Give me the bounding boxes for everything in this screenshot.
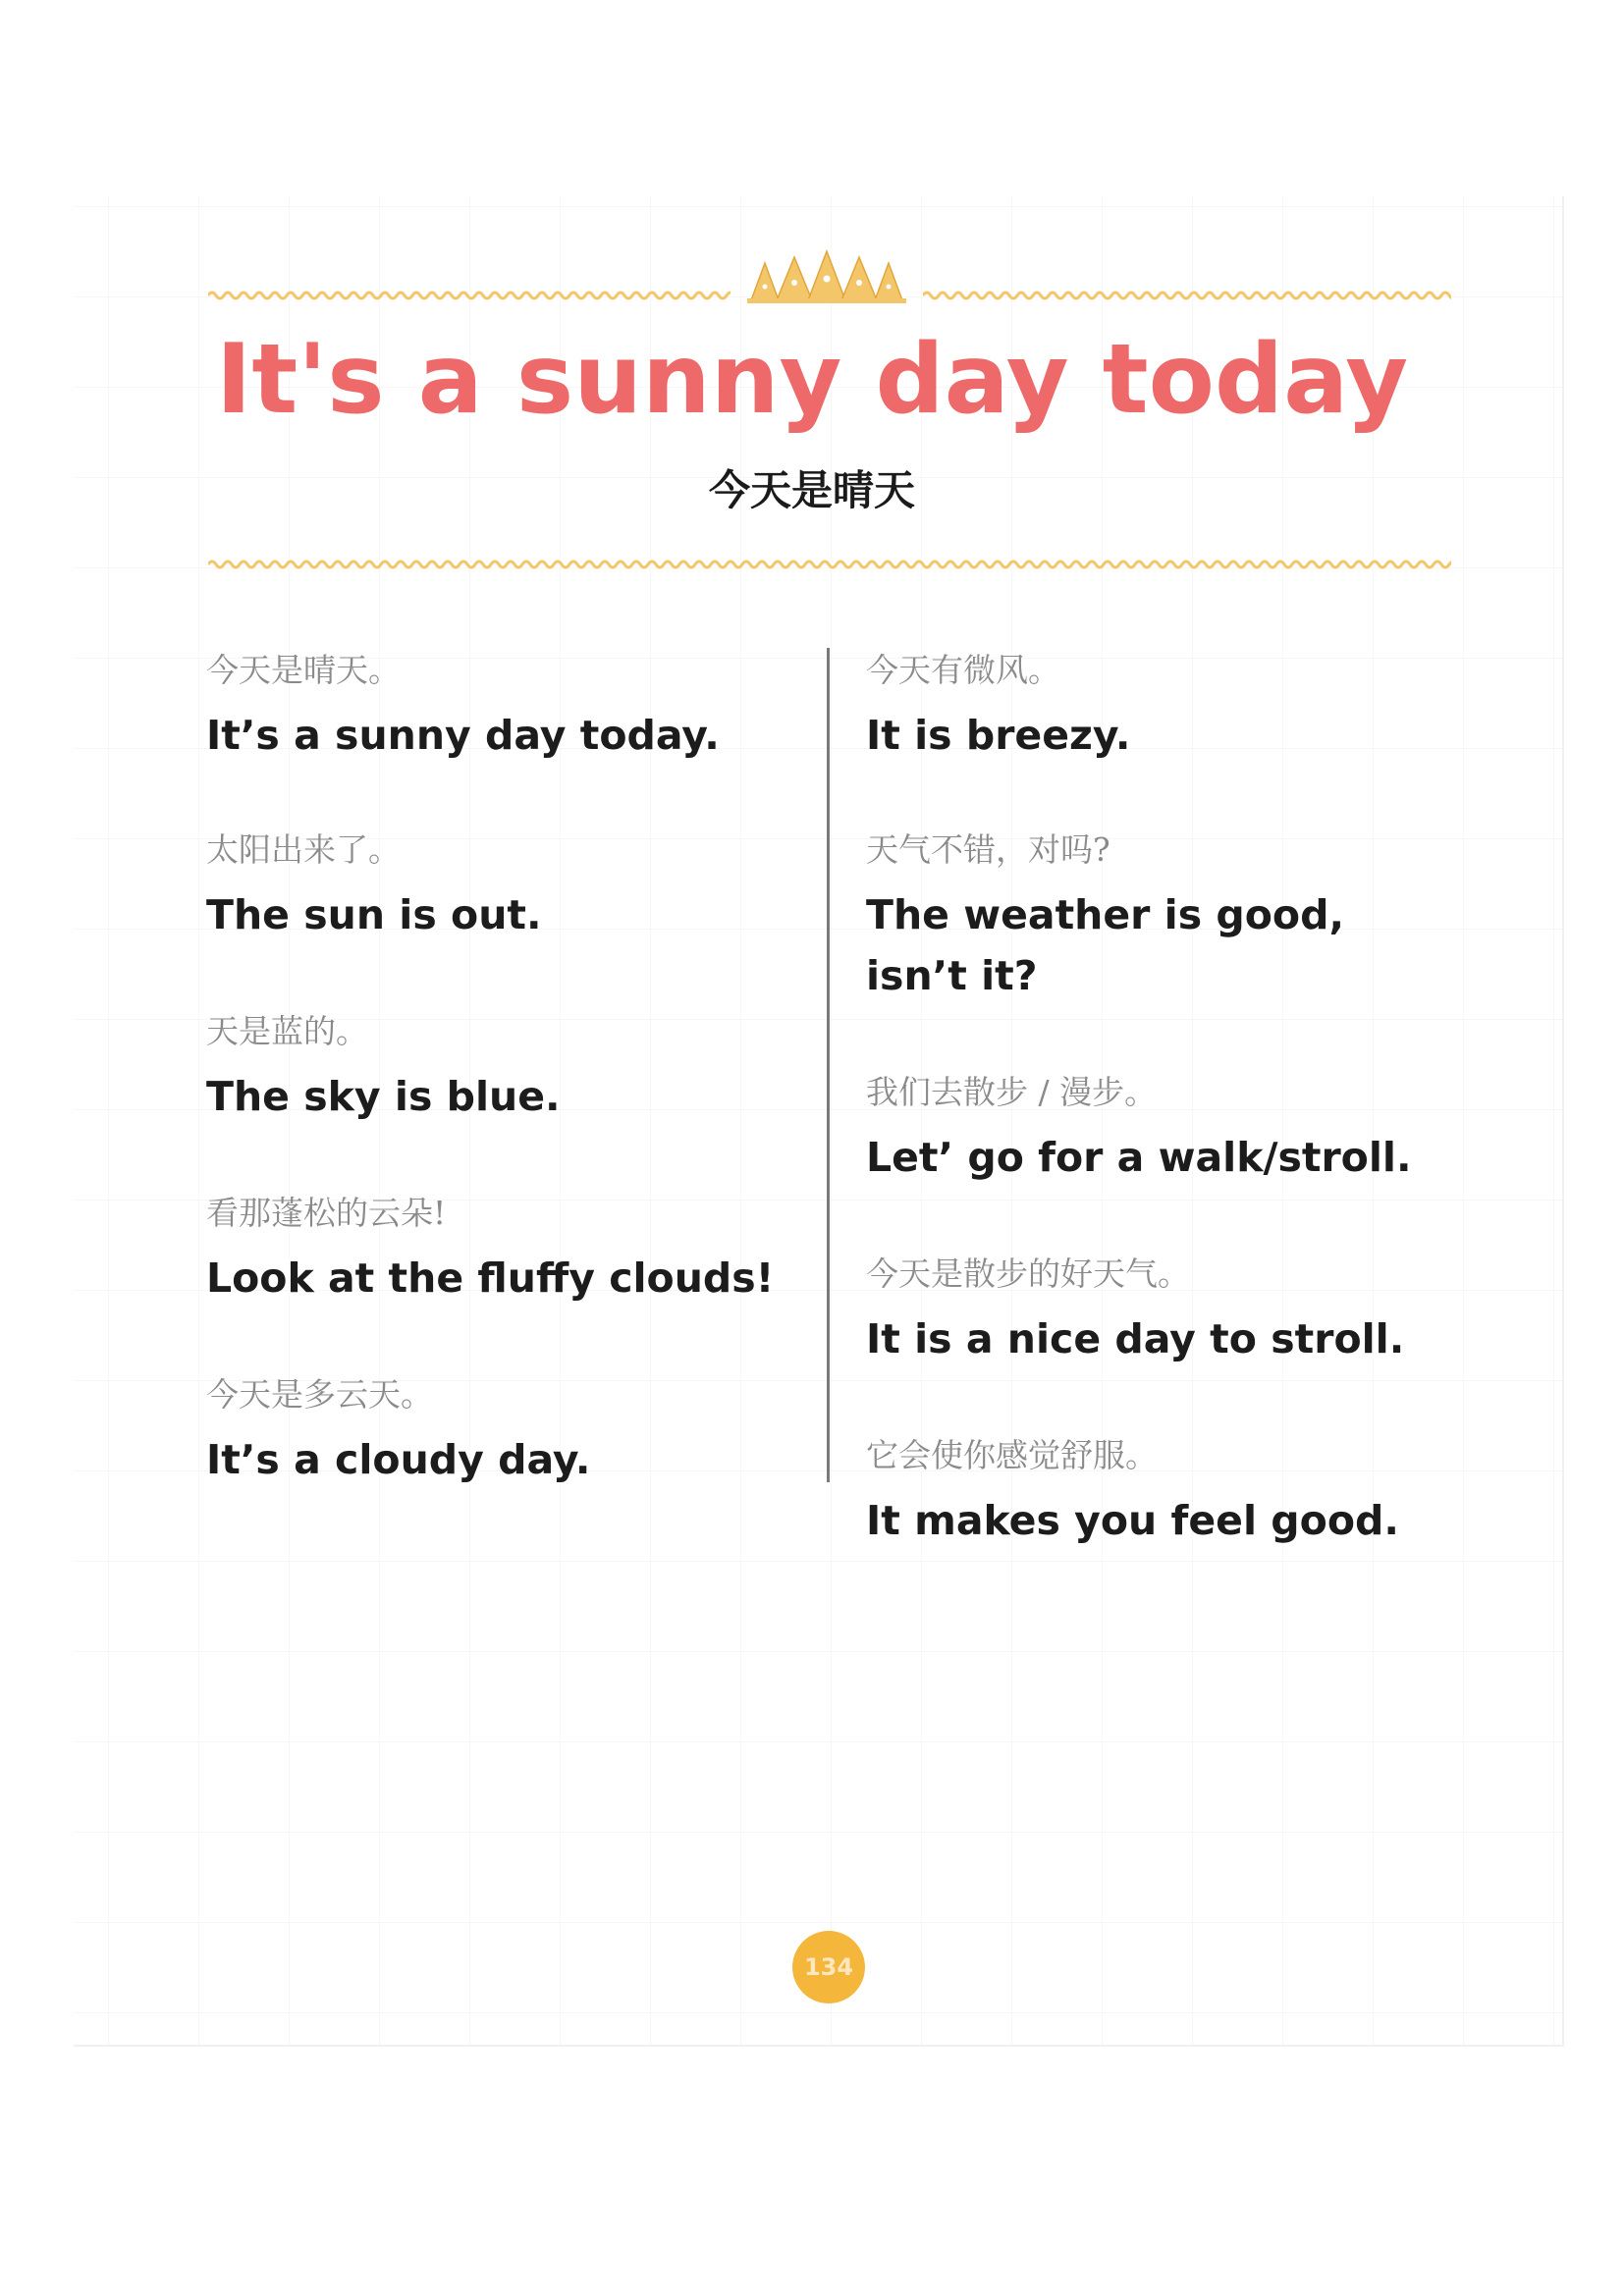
phrase-chinese: 太阳出来了。: [206, 830, 401, 869]
phrase-entry: [206, 648, 815, 766]
phrase-english: It is a nice day to stroll.: [866, 1315, 1405, 1362]
phrase-chinese: 天是蓝的。: [206, 1012, 368, 1050]
phrase-english: The sky is blue.: [206, 1073, 561, 1120]
phrase-english: It’s a sunny day today.: [206, 712, 720, 759]
phrase-chinese: 今天有微风。: [866, 651, 1060, 689]
crown-ornament-icon: [743, 249, 910, 304]
page-subtitle: 今天是晴天: [708, 466, 915, 514]
phrase-chinese: 今天是多云天。: [206, 1375, 433, 1414]
phrase-chinese: 天气不错，对吗?: [866, 830, 1110, 869]
top-wavy-line-left: [208, 289, 731, 302]
phrase-english: It makes you feel good.: [866, 1497, 1399, 1544]
phrase-entry: [206, 1372, 815, 1490]
phrase-chinese: 它会使你感觉舒服。: [866, 1436, 1158, 1474]
phrase-entry: [866, 1433, 1475, 1551]
phrase-entry: [866, 828, 1416, 1006]
phrase-english: Let’ go for a walk/stroll.: [866, 1134, 1412, 1181]
phrase-entry: [206, 1009, 815, 1127]
phrase-english: It is breezy.: [866, 712, 1131, 759]
phrase-chinese: 今天是散步的好天气。: [866, 1255, 1190, 1293]
page-number-badge: 134: [792, 1931, 865, 2003]
phrase-chinese: 今天是晴天。: [206, 651, 401, 689]
phrase-entry: [866, 1252, 1475, 1369]
phrase-entry: [206, 828, 815, 945]
phrase-entry: [866, 1070, 1475, 1188]
phrase-english: Look at the fluffy clouds!: [206, 1255, 775, 1302]
phrase-chinese: 我们去散步 / 漫步。: [866, 1073, 1158, 1111]
bottom-wavy-line: [208, 558, 1451, 571]
phrase-chinese: 看那蓬松的云朵!: [206, 1194, 447, 1232]
column-divider: [827, 648, 830, 1482]
phrase-english: It’s a cloudy day.: [206, 1436, 591, 1483]
phrase-english: The sun is out.: [206, 891, 542, 938]
phrase-entry: [206, 1191, 815, 1308]
phrase-entry: [866, 648, 1475, 766]
phrase-english: The weather is good, isn’t it?: [866, 891, 1345, 999]
top-wavy-line-right: [923, 289, 1451, 302]
page-title: It's a sunny day today: [215, 324, 1409, 436]
